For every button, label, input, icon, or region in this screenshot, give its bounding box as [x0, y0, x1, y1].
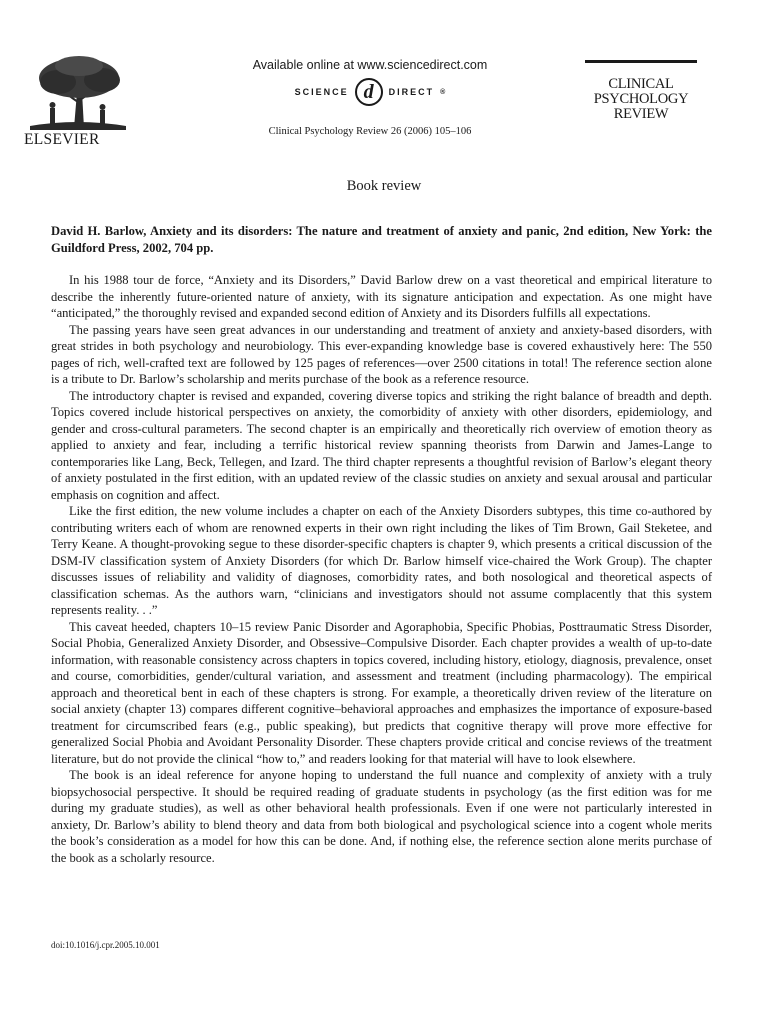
available-online-link[interactable]: Available online at www.sciencedirect.com [252, 58, 488, 72]
review-body [51, 272, 712, 866]
paragraph: In his 1988 tour de force, “Anxiety and its Disorders,” David Barlow drew on a vast theoretical and empirical literature to describe the inherently future-oriented nature of anxiety, with its signature anticipation and expectation. As one might have “anticipated,” the thoroughly revised and expanded second edition of Anxiety and its Disorders fulfills all expectations. [51, 273, 712, 320]
paragraph: The book is an ideal reference for anyone hoping to understand the full nuance and complexity of anxiety with a truly biopsychosocial perspective. It should be required reading of graduate students in psychology (as the first edition was for me during my graduate studies), as well as other behavioral health professionals. Even if one were not particularly interested in anxiety, Dr. Barlow’s ability to blend theory and data from both biological and psychological science into a cogent whole merits the book’s consideration as a model for how this can be done. And, if nothing else, the reference section alone merits purchase of the book as a scholarly resource. [51, 768, 712, 865]
sciencedirect-logo [200, 78, 540, 106]
journal-brand [585, 60, 697, 122]
doi-link[interactable]: doi:10.1016/j.cpr.2005.10.001 [51, 940, 160, 950]
sd-right-text: DIRECT [388, 87, 435, 97]
book-citation: David H. Barlow, Anxiety and its disorders: The nature and treatment of anxiety and panic, 2nd edition, New York: the Guildford Press, 2002, 704 pp. [51, 224, 712, 255]
paragraph: Like the first edition, the new volume includes a chapter on each of the Anxiety Disorders subtypes, this time co-authored by contributing writers each of whom are renowned experts in their own right including the likes of Tim Brown, Gail Steketee, and Terry Keane. A thought-provoking segue to these disorder-specific chapters is chapter 9, which presents a critical discussion of the DSM-IV classification system of Anxiety Disorders (for which Dr. Barlow himself vice-chaired the Work Group). The chapter discusses issues of reliability and validity of diagnoses, comorbidity rates, and both nosological and theoretical aspects of classification schemas. As the authors warn, “clinicians and investigators should not assume complacently that this system represents reality. . .” [51, 504, 712, 617]
sd-registered-mark: ® [440, 88, 446, 96]
section-title: Book review [346, 178, 422, 194]
sd-d-icon [355, 78, 383, 106]
brand-line-2: PSYCHOLOGY [593, 91, 689, 107]
brand-line-1: CLINICAL [608, 76, 674, 92]
journal-citation-line: Clinical Psychology Review 26 (2006) 105–106 [268, 126, 472, 137]
sd-left-text: SCIENCE [294, 87, 349, 97]
paragraph: The introductory chapter is revised and expanded, covering diverse topics and striking the right balance of breadth and depth. Topics covered include historical perspectives on anxiety, the comorbidity of anxiety with other disorders, epidemiology, and gender and cross-cultural parameters. The second chapter is an empirically and theoretically rich overview of emotion theory as applied to anxiety and fear, including a terrific historical review spanning theorists from Darwin and James-Lange to contemporaries like Lang, Beck, Tellegen, and Izard. The third chapter represents a thoughtful revision of Barlow’s elegant theory of anxiety postulated in the first edition, with an updated review of the classic studies on anxiety and sexual arousal and particular emphasis on cognition and affect. [51, 388, 712, 502]
sd-d-letter: d [363, 81, 374, 103]
paragraph: The passing years have seen great advances in our understanding and treatment of anxiety and anxiety-based disorders, with great strides in both psychology and neurobiology. This ever-expanding knowledge base is covered exhaustively here: The 550 pages of rich, well-crafted text are followed by 125 pages of references—over 2500 citations in total! The reference section alone is a tribute to Dr. Barlow’s scholarship and merits purchase of the book as a reference resource. [51, 322, 712, 386]
brand-line-3: REVIEW [613, 106, 669, 122]
publisher-name: ELSEVIER [24, 131, 100, 148]
paragraph: This caveat heeded, chapters 10–15 review Panic Disorder and Agoraphobia, Specific Phobias, Posttraumatic Stress Disorder, Social Phobia, Generalized Anxiety Disorder, and Obsessive–Compulsive Disorder. Each chapter provides a wealth of up-to-date information, with reasonable consistency across chapters in topics covered, including history, etiology, diagnosis, prevalence, onset and course, comorbidities, gender/cultural variation, and assessment and treatment (including pharmacology). The empirical approach and theoretical bent in each of these chapters is strong. For example, a theoretically driven review of the literature on social anxiety (chapter 13) compares different cognitive–behavioral approaches and emphasizes the importance of exposure-based treatment for circumscribed fears (e.g., public speaking), but predicts that cognitive therapy will prove more effective for generalized Social Phobia and Avoidant Personality Disorder. These chapters provide critical and concise reviews of the treatment literature, but do not provide the clinical “how to,” and readers looking for that material will have to look elsewhere. [51, 619, 712, 766]
header-center [200, 58, 540, 137]
